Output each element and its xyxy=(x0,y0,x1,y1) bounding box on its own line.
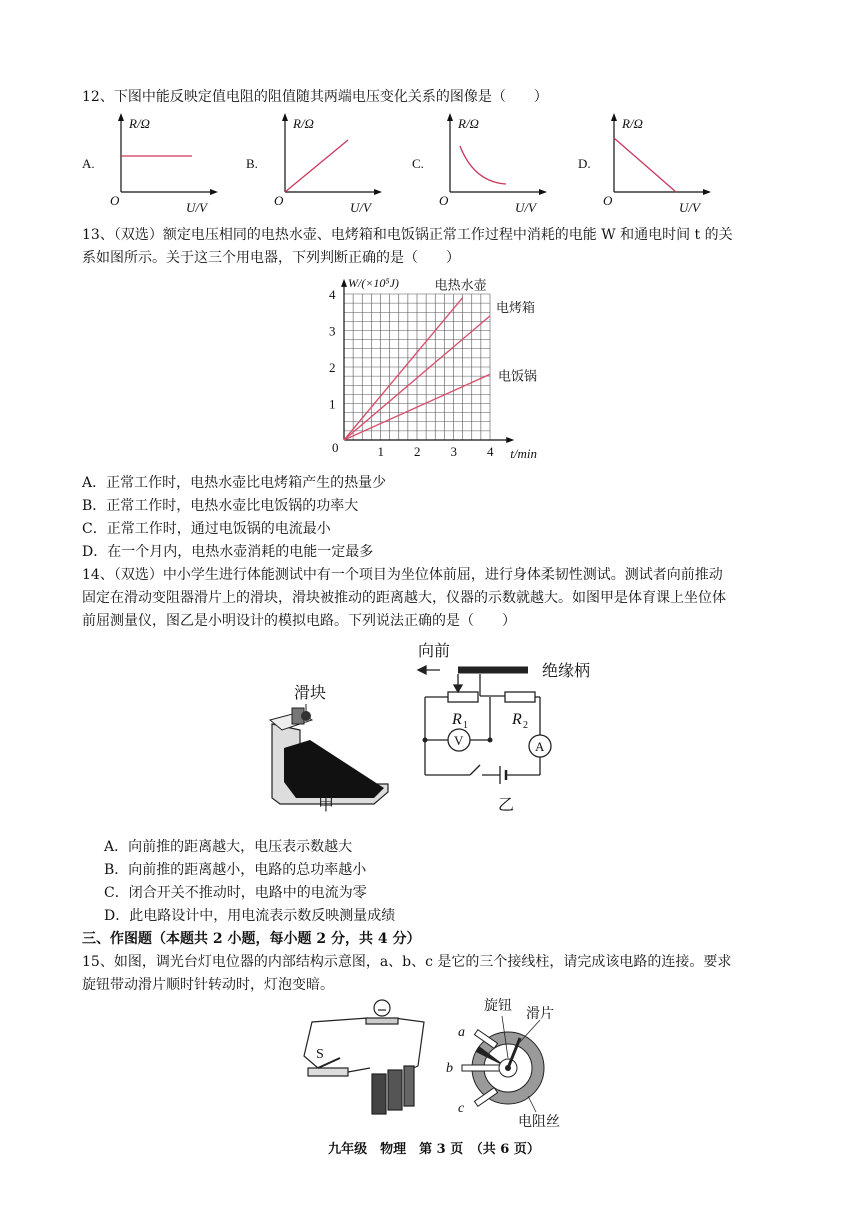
sit-and-reach-device-illustration xyxy=(270,704,388,804)
label-terminal-b: b xyxy=(446,1061,453,1076)
q12-c-origin: O xyxy=(439,193,449,208)
series-label: 电热水壶 xyxy=(434,277,487,293)
label-r2-sub: 2 xyxy=(523,720,528,731)
y-tick-label: 3 xyxy=(329,323,336,339)
q12-graph-b-curve xyxy=(285,140,348,192)
q12-c-ylabel: R/Ω xyxy=(458,116,479,131)
x-axis-label: t/min xyxy=(510,446,537,461)
label-jia: 甲 xyxy=(318,797,335,814)
label-ammeter: A xyxy=(535,739,545,754)
q14-option-c: C．闭合开关不推动时，电路中的电流为零 xyxy=(104,885,367,901)
label-terminal-c: c xyxy=(458,1101,465,1116)
y-tick-label: 4 xyxy=(329,287,336,302)
label-r1-sub: 1 xyxy=(463,720,468,731)
q12-option-c-label: C. xyxy=(412,156,424,171)
battery-pack xyxy=(372,1066,414,1114)
q14-stem-line1: 14、（双选）中小学生进行体能测试中有一个项目为坐位体前屈，进行身体柔韧性测试。测试者向前推动 xyxy=(82,567,723,583)
q12-d-xlabel: U/V xyxy=(679,200,700,215)
q13-option-d: D．在一个月内，电热水壶消耗的电能一定最多 xyxy=(82,544,374,560)
x-tick-label: 4 xyxy=(487,444,494,459)
q13-option-b: B．正常工作时，电热水壶比电饭锅的功率大 xyxy=(82,498,359,514)
origin-label: 0 xyxy=(332,440,339,455)
q14-figures xyxy=(0,632,868,822)
q13-option-c: C．正常工作时，通过电饭锅的电流最小 xyxy=(82,521,331,537)
q15-stem-line2: 旋钮带动滑片顺时针转动时，灯泡变暗。 xyxy=(82,977,334,993)
label-slide-piece: 滑片 xyxy=(526,1007,554,1022)
q12-a-origin: O xyxy=(110,193,120,208)
q12-option-a-label: A. xyxy=(82,156,95,171)
q14-option-a: A．向前推的距离越大，电压表示数越大 xyxy=(104,839,353,855)
x-tick-label: 3 xyxy=(450,444,457,459)
series-label: 电饭锅 xyxy=(498,368,538,384)
y-axis-arrow xyxy=(341,279,347,287)
bulb xyxy=(374,1000,390,1016)
q14-stem-line3: 前屈测量仪，图乙是小明设计的模拟电路。下列说法正确的是（ ） xyxy=(82,613,516,629)
x-axis-arrow xyxy=(506,437,514,443)
label-forward: 向前 xyxy=(418,643,451,660)
q14-option-d: D．此电路设计中，用电流表示数反映测量成绩 xyxy=(104,908,396,924)
page-footer: 九年级 物理 第 3 页 （共 6 页） xyxy=(328,1142,540,1157)
label-yi: 乙 xyxy=(498,797,515,814)
q12-a-xlabel: U/V xyxy=(186,200,207,215)
label-resistance-wire: 电阻丝 xyxy=(518,1115,560,1130)
label-r1: R xyxy=(452,711,462,728)
q12-d-ylabel: R/Ω xyxy=(622,116,643,131)
label-slider: 滑块 xyxy=(294,685,327,702)
label-voltmeter: V xyxy=(454,733,464,748)
circuit-diagram xyxy=(418,666,551,784)
x-tick-label: 2 xyxy=(414,444,421,459)
y-tick-label: 1 xyxy=(329,396,336,412)
q12-option-b-label: B. xyxy=(246,156,258,171)
q14-option-b: B．向前推的距离越小，电路的总功率越小 xyxy=(104,862,367,878)
label-terminal-a: a xyxy=(458,1025,465,1040)
q12-d-origin: O xyxy=(603,193,613,208)
q13-stem-line1: 13、（双选）额定电压相同的电热水壶、电烤箱和电饭锅正常工作过程中消耗的电能 W 和通电时间 t 的关 xyxy=(82,227,733,243)
q12-b-xlabel: U/V xyxy=(350,200,371,215)
series-line xyxy=(344,298,463,440)
series-label: 电烤箱 xyxy=(496,299,536,315)
q12-graph-c-curve xyxy=(460,146,506,184)
chart-axes xyxy=(341,279,514,443)
q13-energy-time-chart xyxy=(0,270,868,465)
q13-stem-line2: 系如图所示。关于这三个用电器，下列判断正确的是（ ） xyxy=(82,250,460,266)
x-tick-label: 1 xyxy=(377,444,384,459)
q12-c-xlabel: U/V xyxy=(515,200,536,215)
q12-graph-d-curve xyxy=(614,138,676,192)
q12-b-origin: O xyxy=(274,193,284,208)
section-3-heading: 三、作图题（本题共 2 小题，每小题 2 分，共 4 分） xyxy=(82,931,421,947)
q15-figures xyxy=(0,996,868,1131)
chart-grid xyxy=(344,294,490,440)
q12-graphs xyxy=(0,108,868,223)
y-tick-label: 2 xyxy=(329,360,336,375)
q13-option-a: A．正常工作时，电热水壶比电烤箱产生的热量少 xyxy=(82,475,387,491)
potentiometer-illustration xyxy=(462,1016,544,1112)
label-r2: R xyxy=(512,711,522,728)
q12-b-ylabel: R/Ω xyxy=(293,116,314,131)
slider-block xyxy=(301,711,311,721)
q15-stem-line1: 15、如图，调光台灯电位器的内部结构示意图，a、b、c 是它的三个接线柱，请完成该电路的连接。要求 xyxy=(82,954,732,970)
label-knob: 旋钮 xyxy=(484,999,512,1014)
q14-stem-line2: 固定在滑动变阻器滑片上的滑块，滑块被推动的距离越大，仪器的示数就越大。如图甲是体育课上坐位体 xyxy=(82,590,726,606)
y-axis-label: W/(×10⁵J) xyxy=(348,275,399,290)
label-handle: 绝缘柄 xyxy=(542,663,591,680)
q12-stem: 12、下图中能反映定值电阻的阻值随其两端电压变化关系的图像是（ ） xyxy=(82,89,548,105)
label-switch-s: S xyxy=(316,1047,324,1062)
q12-option-d-label: D. xyxy=(578,156,591,171)
q12-a-ylabel: R/Ω xyxy=(129,116,150,131)
